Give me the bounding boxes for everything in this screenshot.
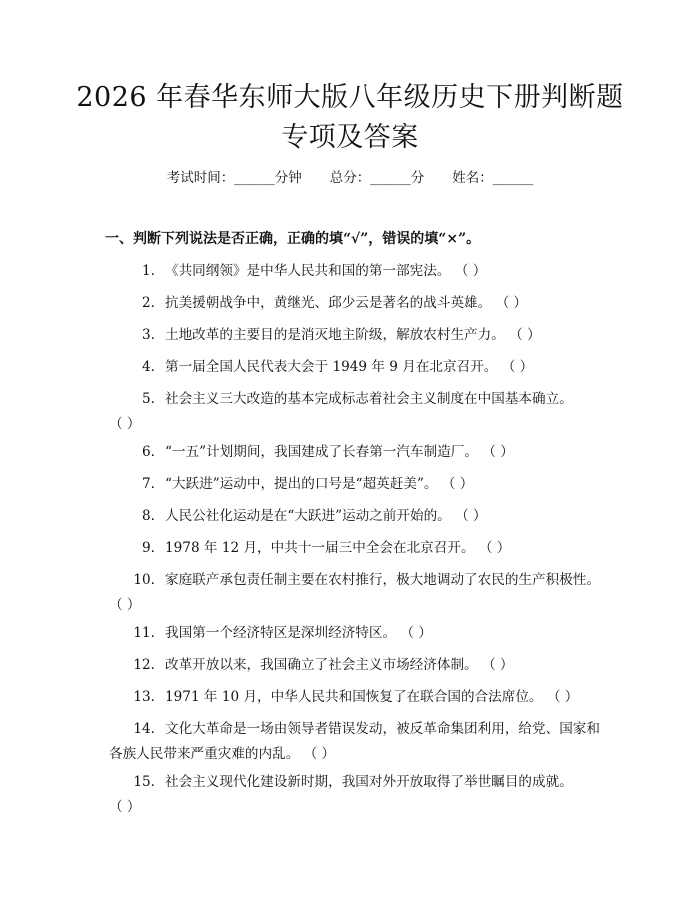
- question-text: 家庭联产承包责任制主要在农村推行，极大地调动了农民的生产积极性。: [165, 572, 600, 588]
- question-number: 13.: [133, 689, 155, 705]
- question-number: 12.: [133, 657, 155, 673]
- question-text: “大跃进”运动中，提出的口号是“超英赶美”。 （ ）: [165, 476, 474, 492]
- question-text: 社会主义现代化建设新时期，我国对外开放取得了举世瞩目的成就。: [165, 774, 573, 790]
- question-text: 1971 年 10 月，中华人民共和国恢复了在联合国的合法席位。 （ ）: [165, 689, 579, 705]
- question-continuation: 各族人民带来严重灾难的内乱。 （ ）: [109, 746, 336, 762]
- question-item: [105, 442, 605, 462]
- question-text: 《共同纲领》是中华人民共和国的第一部宪法。 （ ）: [165, 263, 487, 279]
- question-item: [105, 538, 605, 558]
- title-line-1: 2026 年春华东师大版八年级历史下册判断题: [76, 82, 624, 113]
- question-item: [105, 293, 605, 313]
- page-title: [60, 78, 640, 158]
- question-continuation: （ ）: [109, 799, 141, 815]
- question-text: 抗美援朝战争中，黄继光、邱少云是著名的战斗英雄。 （ ）: [165, 295, 528, 311]
- section-heading: 一、判断下列说法是否正确，正确的填“√”，错误的填“×”。: [105, 231, 481, 247]
- question-item: [105, 719, 605, 764]
- question-number: 15.: [133, 774, 155, 790]
- exam-info-row: [0, 168, 700, 188]
- question-item: [105, 357, 605, 377]
- question-item: [105, 474, 605, 494]
- question-number: 8.: [142, 508, 155, 524]
- question-item: [105, 389, 605, 434]
- name-field: 姓名：______: [452, 170, 534, 186]
- question-item: [105, 261, 605, 281]
- question-number: 11.: [133, 625, 155, 641]
- question-text: “一五”计划期间，我国建成了长春第一汽车制造厂。 （ ）: [165, 444, 514, 460]
- title-line-2: 专项及答案: [281, 122, 419, 153]
- question-text: 我国第一个经济特区是深圳经济特区。 （ ）: [165, 625, 432, 641]
- question-item: [105, 687, 605, 707]
- question-number: 1.: [142, 263, 155, 279]
- question-number: 9.: [142, 540, 155, 556]
- question-text: 土地改革的主要目的是消灭地主阶级，解放农村生产力。 （ ）: [165, 327, 541, 343]
- question-text: 社会主义三大改造的基本完成标志着社会主义制度在中国基本确立。: [165, 391, 573, 407]
- question-continuation: （ ）: [109, 416, 141, 432]
- question-text: 1978 年 12 月，中共十一届三中全会在北京召开。 （ ）: [165, 540, 511, 556]
- question-item: [105, 655, 605, 675]
- question-number: 6.: [142, 444, 155, 460]
- exam-time-field: 考试时间：______分钟: [166, 170, 302, 186]
- question-number: 3.: [142, 327, 155, 343]
- question-number: 2.: [142, 295, 155, 311]
- question-item: [105, 772, 605, 817]
- question-number: 10.: [133, 572, 155, 588]
- question-item: [105, 325, 605, 345]
- question-text: 人民公社化运动是在“大跃进”运动之前开始的。 （ ）: [165, 508, 487, 524]
- total-score-field: 总分：______分: [329, 170, 425, 186]
- question-text: 第一届全国人民代表大会于 1949 年 9 月在北京召开。 （ ）: [165, 359, 534, 375]
- question-text: 文化大革命是一场由领导者错误发动，被反革命集团利用，给党、国家和: [165, 721, 600, 737]
- question-number: 5.: [142, 391, 155, 407]
- question-item: [105, 623, 605, 643]
- question-item: [105, 570, 605, 615]
- question-number: 4.: [142, 359, 155, 375]
- question-number: 14.: [133, 721, 155, 737]
- question-text: 改革开放以来，我国确立了社会主义市场经济体制。 （ ）: [165, 657, 514, 673]
- question-number: 7.: [142, 476, 155, 492]
- question-item: [105, 506, 605, 526]
- question-continuation: （ ）: [109, 597, 141, 613]
